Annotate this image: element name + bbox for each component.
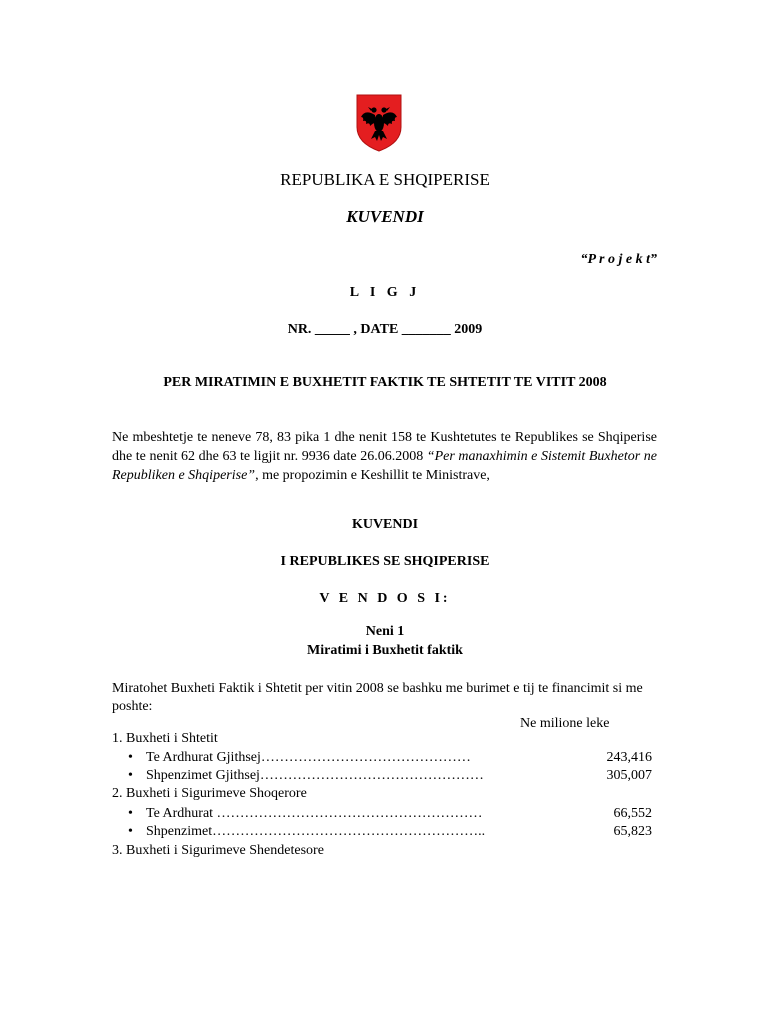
item-value: 305,007 xyxy=(606,768,652,783)
preamble-text-start: Ne mbeshtetje te neneve 78, 83 pika 1 dhe nenit 158 te Kushtetutes te Republikes se Shqiperise dhe te nenit 62 dhe 63 te ligjit nr. 9936 date 26.06.2008 xyxy=(112,430,657,464)
decision-assembly: KUVENDI xyxy=(351,517,419,532)
unit-label: Ne milione leke xyxy=(520,716,610,731)
list-item xyxy=(112,824,652,842)
item-label: Shpenzimet………………………………………………….. xyxy=(146,824,486,839)
bullet-icon: • xyxy=(128,768,133,783)
section-heading: 1. Buxheti i Shtetit xyxy=(112,731,218,746)
preamble-text-end: , me propozimin e Keshillit te Ministrave, xyxy=(255,468,490,483)
item-value: 65,823 xyxy=(613,824,652,839)
list-item xyxy=(112,806,652,824)
preamble-law-name: “Per manaxhimin e Sistemit Buxhetor ne Republiken e Shqiperise” xyxy=(112,449,657,483)
item-label: Te Ardhurat ………………………………………………… xyxy=(146,806,483,821)
draft-label: “P r o j e k t” xyxy=(580,252,657,267)
item-value: 66,552 xyxy=(613,806,652,821)
bullet-icon: • xyxy=(128,750,133,765)
republic-name: REPUBLIKA E SHQIPERISE xyxy=(280,170,490,189)
law-title: PER MIRATIMIN E BUXHETIT FAKTIK TE SHTETIT TE VITIT 2008 xyxy=(163,375,607,390)
preamble-paragraph xyxy=(112,428,657,485)
item-label: Te Ardhurat Gjithsej……………………………………… xyxy=(146,750,471,765)
section-heading: 3. Buxheti i Sigurimeve Shendetesore xyxy=(112,843,324,858)
article-intro: Miratohet Buxheti Faktik i Shtetit per vitin 2008 se bashku me burimet e tij te financimit si me poshte: xyxy=(112,681,643,714)
decision-verb: V E N D O S I: xyxy=(319,591,451,606)
law-number-line: NR. _____ , DATE _______ 2009 xyxy=(287,322,483,337)
bullet-icon: • xyxy=(128,824,133,839)
section-heading: 2. Buxheti i Sigurimeve Shoqerore xyxy=(112,786,307,801)
bullet-icon: • xyxy=(128,806,133,821)
decision-republic: I REPUBLIKES SE SHQIPERISE xyxy=(280,554,490,569)
law-label: L I G J xyxy=(349,285,421,300)
item-label: Shpenzimet Gjithsej………………………………………… xyxy=(146,768,484,783)
article-number: Neni 1 xyxy=(365,624,405,639)
assembly-name: KUVENDI xyxy=(346,207,424,226)
albanian-coat-of-arms-icon xyxy=(355,93,403,153)
list-item xyxy=(112,750,652,768)
item-value: 243,416 xyxy=(606,750,652,765)
list-item xyxy=(112,768,652,786)
article-title: Miratimi i Buxhetit faktik xyxy=(307,643,463,658)
